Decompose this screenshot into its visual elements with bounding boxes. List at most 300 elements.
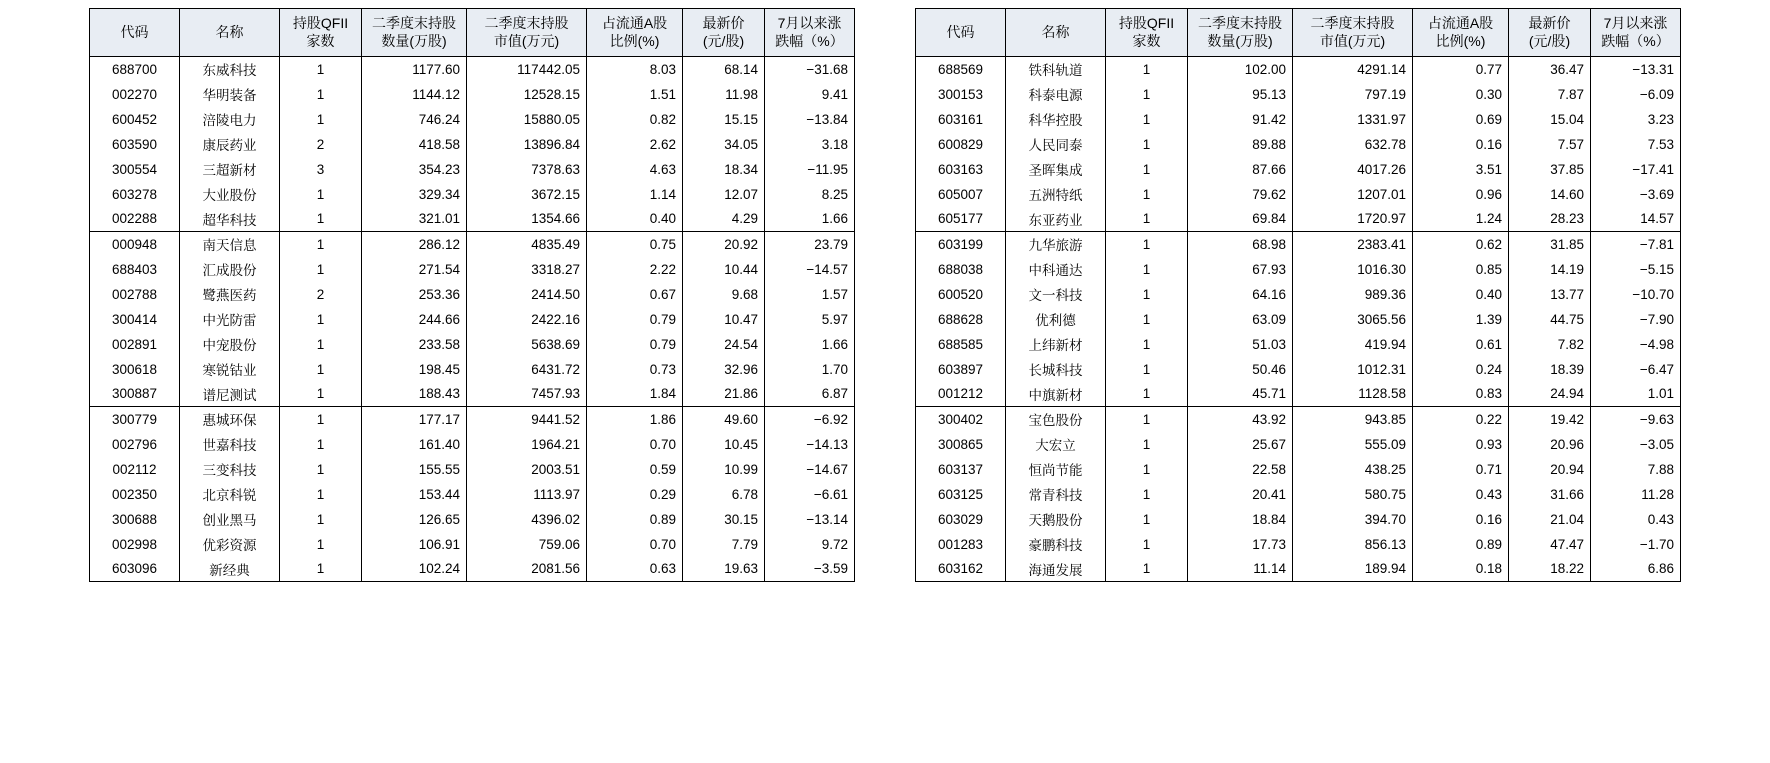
cell-q2-shares: 51.03 xyxy=(1188,332,1293,357)
cell-change-since-july: 1.70 xyxy=(765,357,855,382)
table-header-left xyxy=(90,9,855,57)
cell-change-since-july: 7.88 xyxy=(1591,457,1681,482)
cell-latest-price: 34.05 xyxy=(683,132,765,157)
cell-q2-shares: 20.41 xyxy=(1188,482,1293,507)
cell-change-since-july: 1.01 xyxy=(1591,382,1681,407)
cell-name: 豪鹏科技 xyxy=(1006,532,1106,557)
cell-latest-price: 14.60 xyxy=(1509,182,1591,207)
cell-change-since-july: 9.41 xyxy=(765,82,855,107)
cell-name: 三超新材 xyxy=(180,157,280,182)
cell-qfii-count: 2 xyxy=(280,282,362,307)
header-line: 二季度末持股 xyxy=(1198,15,1282,31)
cell-name: 九华旅游 xyxy=(1006,232,1106,257)
cell-name: 科华控股 xyxy=(1006,107,1106,132)
cell-qfii-count: 1 xyxy=(280,332,362,357)
cell-code: 603161 xyxy=(916,107,1006,132)
cell-latest-price: 21.04 xyxy=(1509,507,1591,532)
cell-code: 600452 xyxy=(90,107,180,132)
cell-q2-market-value: 856.13 xyxy=(1293,532,1413,557)
col-header-float-share-ratio xyxy=(587,9,683,57)
cell-float-share-ratio: 0.82 xyxy=(587,107,683,132)
cell-q2-market-value: 6431.72 xyxy=(467,357,587,382)
table-body-left xyxy=(90,57,855,582)
cell-latest-price: 13.77 xyxy=(1509,282,1591,307)
table-row xyxy=(916,432,1681,457)
cell-qfii-count: 1 xyxy=(1106,507,1188,532)
cell-qfii-count: 1 xyxy=(280,82,362,107)
cell-latest-price: 7.57 xyxy=(1509,132,1591,157)
cell-name: 华明装备 xyxy=(180,82,280,107)
table-row xyxy=(90,207,855,232)
cell-latest-price: 10.47 xyxy=(683,307,765,332)
table-row xyxy=(90,257,855,282)
cell-qfii-count: 1 xyxy=(1106,182,1188,207)
cell-q2-market-value: 3672.15 xyxy=(467,182,587,207)
cell-q2-market-value: 394.70 xyxy=(1293,507,1413,532)
cell-change-since-july: 8.25 xyxy=(765,182,855,207)
cell-q2-shares: 354.23 xyxy=(362,157,467,182)
cell-q2-shares: 64.16 xyxy=(1188,282,1293,307)
cell-change-since-july: 11.28 xyxy=(1591,482,1681,507)
cell-qfii-count: 1 xyxy=(280,107,362,132)
header-line: 7月以来涨 xyxy=(1603,15,1668,31)
cell-qfii-count: 1 xyxy=(280,307,362,332)
cell-name: 康辰药业 xyxy=(180,132,280,157)
table-row xyxy=(90,282,855,307)
cell-name: 文一科技 xyxy=(1006,282,1106,307)
cell-name: 中宠股份 xyxy=(180,332,280,357)
header-line: 持股QFII xyxy=(1118,15,1175,31)
cell-code: 603199 xyxy=(916,232,1006,257)
cell-q2-market-value: 7378.63 xyxy=(467,157,587,182)
table-row xyxy=(916,332,1681,357)
cell-qfii-count: 1 xyxy=(280,532,362,557)
cell-change-since-july: 5.97 xyxy=(765,307,855,332)
left-table-wrapper xyxy=(89,8,855,763)
cell-qfii-count: 1 xyxy=(1106,57,1188,82)
cell-code: 002270 xyxy=(90,82,180,107)
cell-change-since-july: −6.92 xyxy=(765,407,855,432)
cell-float-share-ratio: 3.51 xyxy=(1413,157,1509,182)
cell-qfii-count: 1 xyxy=(280,207,362,232)
header-line: 比例(%) xyxy=(609,32,660,49)
table-row xyxy=(916,382,1681,407)
cell-q2-shares: 418.58 xyxy=(362,132,467,157)
cell-name: 寒锐钴业 xyxy=(180,357,280,382)
cell-code: 002796 xyxy=(90,432,180,457)
cell-float-share-ratio: 0.89 xyxy=(587,507,683,532)
qfii-holdings-table-left xyxy=(89,8,855,582)
cell-qfii-count: 1 xyxy=(280,257,362,282)
cell-code: 603096 xyxy=(90,557,180,582)
header-line: 最新价 xyxy=(1528,15,1571,31)
cell-q2-shares: 87.66 xyxy=(1188,157,1293,182)
header-line: 市值(万元) xyxy=(1319,32,1386,49)
header-row xyxy=(916,9,1681,57)
cell-q2-market-value: 1354.66 xyxy=(467,207,587,232)
cell-q2-market-value: 12528.15 xyxy=(467,82,587,107)
cell-code: 300153 xyxy=(916,82,1006,107)
cell-change-since-july: −1.70 xyxy=(1591,532,1681,557)
cell-name: 鹭燕医药 xyxy=(180,282,280,307)
cell-q2-market-value: 15880.05 xyxy=(467,107,587,132)
table-row xyxy=(90,307,855,332)
cell-name: 谱尼测试 xyxy=(180,382,280,407)
cell-latest-price: 9.68 xyxy=(683,282,765,307)
cell-code: 600829 xyxy=(916,132,1006,157)
header-line: 家数 xyxy=(1132,32,1161,49)
header-line: 比例(%) xyxy=(1435,32,1486,49)
cell-q2-market-value: 7457.93 xyxy=(467,382,587,407)
table-row xyxy=(90,157,855,182)
cell-q2-shares: 746.24 xyxy=(362,107,467,132)
cell-code: 688038 xyxy=(916,257,1006,282)
cell-q2-market-value: 989.36 xyxy=(1293,282,1413,307)
col-header-name xyxy=(180,9,280,57)
cell-code: 001283 xyxy=(916,532,1006,557)
cell-code: 300688 xyxy=(90,507,180,532)
cell-q2-shares: 43.92 xyxy=(1188,407,1293,432)
header-line: 二季度末持股 xyxy=(484,15,569,31)
cell-q2-market-value: 1964.21 xyxy=(467,432,587,457)
cell-qfii-count: 1 xyxy=(280,57,362,82)
cell-float-share-ratio: 1.14 xyxy=(587,182,683,207)
cell-change-since-july: 3.23 xyxy=(1591,107,1681,132)
header-line: 名称 xyxy=(215,23,244,40)
cell-float-share-ratio: 2.22 xyxy=(587,257,683,282)
cell-name: 优彩资源 xyxy=(180,532,280,557)
cell-q2-shares: 271.54 xyxy=(362,257,467,282)
cell-qfii-count: 1 xyxy=(1106,257,1188,282)
table-row xyxy=(916,407,1681,432)
cell-float-share-ratio: 0.61 xyxy=(1413,332,1509,357)
table-row xyxy=(916,107,1681,132)
cell-q2-shares: 126.65 xyxy=(362,507,467,532)
cell-name: 北京科锐 xyxy=(180,482,280,507)
cell-latest-price: 37.85 xyxy=(1509,157,1591,182)
cell-q2-market-value: 1720.97 xyxy=(1293,207,1413,232)
cell-q2-shares: 188.43 xyxy=(362,382,467,407)
cell-latest-price: 18.34 xyxy=(683,157,765,182)
table-row xyxy=(90,432,855,457)
cell-float-share-ratio: 0.16 xyxy=(1413,132,1509,157)
cell-qfii-count: 1 xyxy=(280,407,362,432)
cell-code: 688585 xyxy=(916,332,1006,357)
cell-code: 300618 xyxy=(90,357,180,382)
cell-float-share-ratio: 0.77 xyxy=(1413,57,1509,82)
cell-code: 688700 xyxy=(90,57,180,82)
cell-q2-market-value: 4291.14 xyxy=(1293,57,1413,82)
table-row xyxy=(90,82,855,107)
cell-latest-price: 31.85 xyxy=(1509,232,1591,257)
cell-float-share-ratio: 0.73 xyxy=(587,357,683,382)
header-line: 市值(万元) xyxy=(493,32,560,49)
cell-latest-price: 32.96 xyxy=(683,357,765,382)
cell-q2-market-value: 2383.41 xyxy=(1293,232,1413,257)
cell-q2-market-value: 580.75 xyxy=(1293,482,1413,507)
table-row xyxy=(90,357,855,382)
cell-q2-shares: 153.44 xyxy=(362,482,467,507)
cell-change-since-july: −13.31 xyxy=(1591,57,1681,82)
col-header-change-since-july xyxy=(1591,9,1681,57)
cell-latest-price: 10.45 xyxy=(683,432,765,457)
cell-code: 300865 xyxy=(916,432,1006,457)
cell-name: 东亚药业 xyxy=(1006,207,1106,232)
header-line: 二季度末持股 xyxy=(1310,15,1395,31)
cell-float-share-ratio: 4.63 xyxy=(587,157,683,182)
cell-qfii-count: 1 xyxy=(1106,332,1188,357)
cell-code: 002350 xyxy=(90,482,180,507)
cell-name: 惠城环保 xyxy=(180,407,280,432)
cell-name: 科泰电源 xyxy=(1006,82,1106,107)
cell-qfii-count: 2 xyxy=(280,132,362,157)
col-header-qfii-count xyxy=(1106,9,1188,57)
cell-change-since-july: −17.41 xyxy=(1591,157,1681,182)
cell-change-since-july: −6.09 xyxy=(1591,82,1681,107)
cell-qfii-count: 1 xyxy=(1106,157,1188,182)
cell-change-since-july: 1.57 xyxy=(765,282,855,307)
cell-latest-price: 24.54 xyxy=(683,332,765,357)
cell-q2-market-value: 1331.97 xyxy=(1293,107,1413,132)
cell-q2-market-value: 4396.02 xyxy=(467,507,587,532)
cell-q2-market-value: 797.19 xyxy=(1293,82,1413,107)
cell-name: 世嘉科技 xyxy=(180,432,280,457)
cell-q2-shares: 161.40 xyxy=(362,432,467,457)
cell-latest-price: 18.39 xyxy=(1509,357,1591,382)
cell-float-share-ratio: 0.71 xyxy=(1413,457,1509,482)
table-row xyxy=(916,182,1681,207)
cell-name: 优利德 xyxy=(1006,307,1106,332)
cell-q2-shares: 50.46 xyxy=(1188,357,1293,382)
col-header-latest-price xyxy=(1509,9,1591,57)
cell-latest-price: 31.66 xyxy=(1509,482,1591,507)
header-line: 7月以来涨 xyxy=(777,15,842,31)
cell-float-share-ratio: 1.84 xyxy=(587,382,683,407)
cell-q2-market-value: 2003.51 xyxy=(467,457,587,482)
cell-code: 603125 xyxy=(916,482,1006,507)
cell-latest-price: 20.92 xyxy=(683,232,765,257)
cell-name: 圣晖集成 xyxy=(1006,157,1106,182)
cell-float-share-ratio: 0.85 xyxy=(1413,257,1509,282)
cell-q2-market-value: 3318.27 xyxy=(467,257,587,282)
table-row xyxy=(90,382,855,407)
cell-code: 688569 xyxy=(916,57,1006,82)
cell-q2-shares: 69.84 xyxy=(1188,207,1293,232)
cell-q2-market-value: 4017.26 xyxy=(1293,157,1413,182)
cell-qfii-count: 1 xyxy=(280,507,362,532)
cell-q2-market-value: 759.06 xyxy=(467,532,587,557)
cell-float-share-ratio: 0.24 xyxy=(1413,357,1509,382)
cell-float-share-ratio: 8.03 xyxy=(587,57,683,82)
table-row xyxy=(90,557,855,582)
cell-qfii-count: 1 xyxy=(1106,357,1188,382)
cell-q2-shares: 91.42 xyxy=(1188,107,1293,132)
table-row xyxy=(90,407,855,432)
cell-qfii-count: 1 xyxy=(1106,307,1188,332)
table-row xyxy=(916,482,1681,507)
cell-q2-market-value: 943.85 xyxy=(1293,407,1413,432)
col-header-qfii-count xyxy=(280,9,362,57)
cell-q2-shares: 198.45 xyxy=(362,357,467,382)
cell-latest-price: 36.47 xyxy=(1509,57,1591,82)
cell-latest-price: 21.86 xyxy=(683,382,765,407)
cell-change-since-july: −7.90 xyxy=(1591,307,1681,332)
cell-change-since-july: −11.95 xyxy=(765,157,855,182)
cell-code: 300779 xyxy=(90,407,180,432)
cell-qfii-count: 1 xyxy=(280,182,362,207)
cell-q2-shares: 329.34 xyxy=(362,182,467,207)
cell-code: 002288 xyxy=(90,207,180,232)
table-row xyxy=(90,107,855,132)
cell-q2-shares: 95.13 xyxy=(1188,82,1293,107)
col-header-q2-shares xyxy=(362,9,467,57)
cell-latest-price: 7.79 xyxy=(683,532,765,557)
qfii-holdings-table-right xyxy=(915,8,1681,582)
cell-latest-price: 20.94 xyxy=(1509,457,1591,482)
cell-q2-shares: 102.24 xyxy=(362,557,467,582)
header-line: 持股QFII xyxy=(292,15,349,31)
table-row xyxy=(90,182,855,207)
cell-change-since-july: −6.61 xyxy=(765,482,855,507)
cell-name: 三变科技 xyxy=(180,457,280,482)
cell-name: 南天信息 xyxy=(180,232,280,257)
cell-latest-price: 15.04 xyxy=(1509,107,1591,132)
cell-q2-shares: 253.36 xyxy=(362,282,467,307)
cell-q2-shares: 45.71 xyxy=(1188,382,1293,407)
cell-latest-price: 11.98 xyxy=(683,82,765,107)
cell-float-share-ratio: 0.67 xyxy=(587,282,683,307)
cell-q2-shares: 18.84 xyxy=(1188,507,1293,532)
header-line: 占流通A股 xyxy=(601,15,668,31)
cell-qfii-count: 1 xyxy=(280,382,362,407)
cell-name: 五洲特纸 xyxy=(1006,182,1106,207)
cell-float-share-ratio: 1.39 xyxy=(1413,307,1509,332)
cell-code: 002788 xyxy=(90,282,180,307)
cell-q2-market-value: 1016.30 xyxy=(1293,257,1413,282)
cell-code: 603162 xyxy=(916,557,1006,582)
table-row xyxy=(916,57,1681,82)
table-row xyxy=(916,232,1681,257)
cell-q2-shares: 102.00 xyxy=(1188,57,1293,82)
cell-change-since-july: −13.14 xyxy=(765,507,855,532)
cell-latest-price: 19.42 xyxy=(1509,407,1591,432)
cell-latest-price: 18.22 xyxy=(1509,557,1591,582)
cell-q2-market-value: 2081.56 xyxy=(467,557,587,582)
cell-code: 603897 xyxy=(916,357,1006,382)
col-header-latest-price xyxy=(683,9,765,57)
cell-latest-price: 47.47 xyxy=(1509,532,1591,557)
cell-latest-price: 19.63 xyxy=(683,557,765,582)
cell-qfii-count: 1 xyxy=(1106,207,1188,232)
cell-code: 300402 xyxy=(916,407,1006,432)
cell-float-share-ratio: 0.89 xyxy=(1413,532,1509,557)
cell-qfii-count: 3 xyxy=(280,157,362,182)
cell-name: 人民同泰 xyxy=(1006,132,1106,157)
table-row xyxy=(916,132,1681,157)
cell-code: 300414 xyxy=(90,307,180,332)
col-header-code xyxy=(90,9,180,57)
cell-change-since-july: 7.53 xyxy=(1591,132,1681,157)
cell-change-since-july: −6.47 xyxy=(1591,357,1681,382)
cell-q2-shares: 321.01 xyxy=(362,207,467,232)
cell-latest-price: 28.23 xyxy=(1509,207,1591,232)
cell-q2-shares: 22.58 xyxy=(1188,457,1293,482)
cell-q2-market-value: 9441.52 xyxy=(467,407,587,432)
cell-qfii-count: 1 xyxy=(1106,532,1188,557)
table-row xyxy=(916,257,1681,282)
cell-latest-price: 15.15 xyxy=(683,107,765,132)
cell-name: 长城科技 xyxy=(1006,357,1106,382)
cell-q2-market-value: 632.78 xyxy=(1293,132,1413,157)
cell-latest-price: 68.14 xyxy=(683,57,765,82)
cell-name: 中旗新材 xyxy=(1006,382,1106,407)
cell-change-since-july: 0.43 xyxy=(1591,507,1681,532)
cell-q2-shares: 233.58 xyxy=(362,332,467,357)
header-line: 名称 xyxy=(1041,23,1070,40)
cell-q2-shares: 25.67 xyxy=(1188,432,1293,457)
col-header-float-share-ratio xyxy=(1413,9,1509,57)
cell-code: 688403 xyxy=(90,257,180,282)
col-header-name xyxy=(1006,9,1106,57)
cell-float-share-ratio: 0.16 xyxy=(1413,507,1509,532)
cell-float-share-ratio: 1.51 xyxy=(587,82,683,107)
table-body-right xyxy=(916,57,1681,582)
cell-code: 300887 xyxy=(90,382,180,407)
cell-qfii-count: 1 xyxy=(1106,232,1188,257)
cell-change-since-july: 1.66 xyxy=(765,207,855,232)
cell-name: 中光防雷 xyxy=(180,307,280,332)
table-row xyxy=(90,332,855,357)
cell-change-since-july: −14.13 xyxy=(765,432,855,457)
table-row xyxy=(90,507,855,532)
cell-qfii-count: 1 xyxy=(280,432,362,457)
cell-name: 超华科技 xyxy=(180,207,280,232)
cell-name: 东威科技 xyxy=(180,57,280,82)
cell-change-since-july: −7.81 xyxy=(1591,232,1681,257)
table-header-right xyxy=(916,9,1681,57)
cell-name: 上纬新材 xyxy=(1006,332,1106,357)
cell-name: 铁科轨道 xyxy=(1006,57,1106,82)
cell-change-since-july: 9.72 xyxy=(765,532,855,557)
table-row xyxy=(90,482,855,507)
cell-float-share-ratio: 0.96 xyxy=(1413,182,1509,207)
cell-qfii-count: 1 xyxy=(1106,82,1188,107)
cell-q2-shares: 1177.60 xyxy=(362,57,467,82)
cell-qfii-count: 1 xyxy=(280,232,362,257)
cell-change-since-july: 6.87 xyxy=(765,382,855,407)
cell-qfii-count: 1 xyxy=(1106,482,1188,507)
cell-float-share-ratio: 0.93 xyxy=(1413,432,1509,457)
cell-latest-price: 7.87 xyxy=(1509,82,1591,107)
cell-name: 天鹅股份 xyxy=(1006,507,1106,532)
header-line: 数量(万股) xyxy=(1207,32,1273,49)
header-line: 占流通A股 xyxy=(1427,15,1494,31)
cell-code: 000948 xyxy=(90,232,180,257)
cell-code: 603029 xyxy=(916,507,1006,532)
cell-name: 创业黑马 xyxy=(180,507,280,532)
cell-change-since-july: −3.05 xyxy=(1591,432,1681,457)
cell-q2-market-value: 117442.05 xyxy=(467,57,587,82)
cell-qfii-count: 1 xyxy=(1106,557,1188,582)
cell-change-since-july: −3.69 xyxy=(1591,182,1681,207)
cell-name: 中科通达 xyxy=(1006,257,1106,282)
cell-q2-market-value: 419.94 xyxy=(1293,332,1413,357)
cell-qfii-count: 1 xyxy=(1106,382,1188,407)
cell-latest-price: 49.60 xyxy=(683,407,765,432)
cell-float-share-ratio: 1.24 xyxy=(1413,207,1509,232)
cell-q2-shares: 89.88 xyxy=(1188,132,1293,157)
cell-change-since-july: −3.59 xyxy=(765,557,855,582)
